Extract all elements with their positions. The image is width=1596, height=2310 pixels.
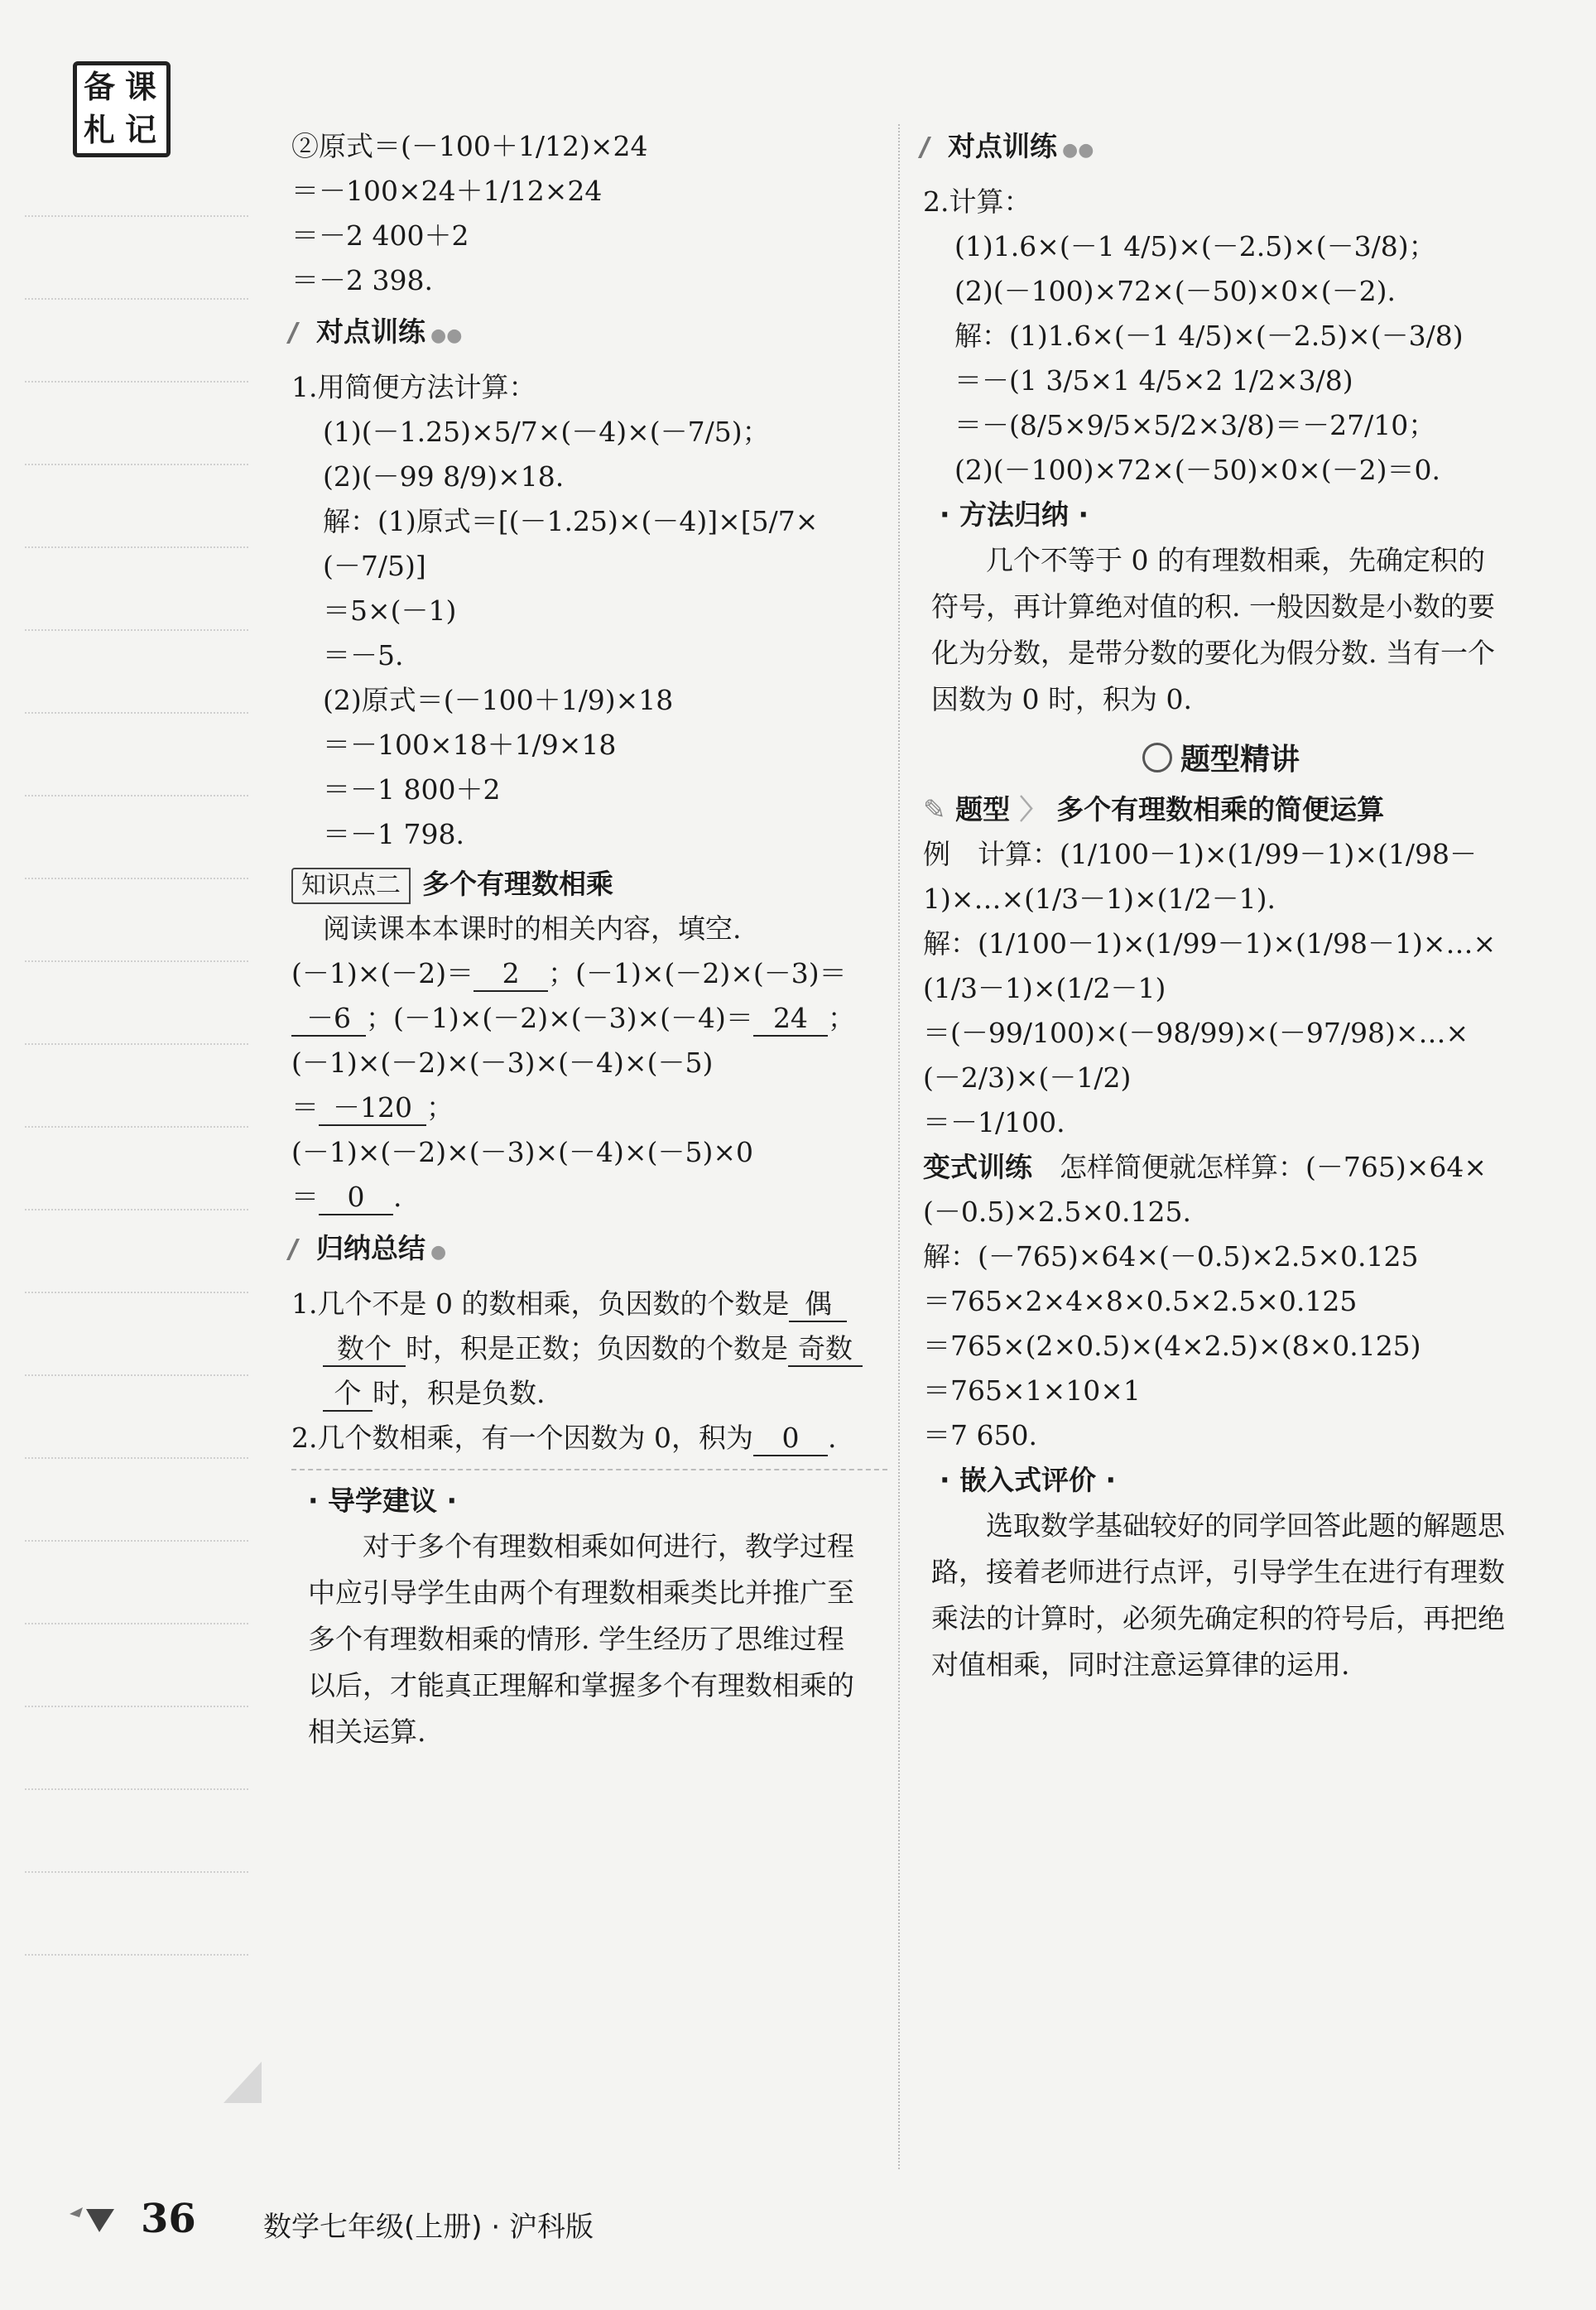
pencil-icon [286, 322, 313, 344]
page-number: 36 [141, 2196, 196, 2242]
solution-line: ＝－(8/5×9/5×5/2×3/8)＝－27/10； [954, 409, 1436, 441]
instruction: 阅读课本本课时的相关内容，填空. [323, 912, 742, 945]
type-header: ✎ 题型 〉 多个有理数相乘的简便运算 [923, 793, 1385, 825]
question-part: (2)(－100)×72×(－50)×0×(－2). [954, 275, 1396, 307]
solution-line: ＝7 650. [923, 1419, 1037, 1451]
column-divider [898, 124, 900, 2169]
solution-line: 解：(1/100－1)×(1/99－1)×(1/98－1)×…× [923, 927, 1497, 960]
solution-line: 解：(1)1.6×(－1 4/5)×(－2.5)×(－3/8) [954, 320, 1464, 352]
fill-line: (－1)×(－2)×(－3)×(－4)×(－5)×0 [291, 1136, 753, 1168]
page-corner-decoration [224, 2062, 262, 2103]
knowledge-point-title: 多个有理数相乘 [422, 868, 613, 900]
summary-text: 时，积是负数. [373, 1377, 546, 1409]
solution-line: ＝－1 798. [323, 818, 464, 850]
fill-text: ； [827, 1002, 855, 1034]
question-part: (1)(－1.25)×5/7×(－4)×(－7/5)； [323, 416, 770, 448]
badge-char: 记 [125, 112, 157, 148]
solution-line: ＝－1/100. [923, 1106, 1065, 1138]
fill-text: ；(－1)×(－2)×(－3)×(－4)＝ [366, 1002, 753, 1034]
lesson-notes-badge [73, 61, 171, 157]
book-icon [1142, 743, 1172, 772]
section-title-text: 题型精讲 [1180, 743, 1300, 777]
summary-line [291, 1416, 887, 1461]
practice-heading-text: 对点训练 [948, 130, 1057, 162]
evaluation-text: 选取数学基础较好的同学回答此题的解题思路，接着老师进行点评，引导学生在进行有理数乘法的计算时，必须先确定积的符号后，再把绝对值相乘，同时注意运算律的运用. [931, 1509, 1505, 1681]
solution-line: ＝765×(2×0.5)×(4×2.5)×(8×0.125) [923, 1330, 1421, 1362]
knowledge-point-tag: 知识点二 [291, 868, 411, 904]
right-column [923, 124, 1519, 1688]
fill-line: (－1)×(－2)×(－3)×(－4)×(－5) [291, 1047, 714, 1079]
solution-line: ＝－100×18＋1/9×18 [323, 729, 617, 761]
fill-answer: －6 [291, 1002, 366, 1037]
question-part: (2)(－99 8/9)×18. [323, 460, 565, 493]
type-title: 多个有理数相乘的简便运算 [1056, 793, 1385, 825]
fill-text: ＝ [291, 1181, 319, 1213]
guide-title: · 导学建议 · [308, 1485, 458, 1517]
example-line: 1)×…×(1/3－1)×(1/2－1). [923, 883, 1276, 915]
type-tag: 题型 [955, 793, 1011, 825]
solution-line: ＝765×2×4×8×0.5×2.5×0.125 [923, 1285, 1358, 1317]
note-rail [25, 58, 248, 2178]
question: 2.计算： [923, 185, 1031, 218]
calc-line: ②原式＝(－100＋1/12)×24 [291, 130, 648, 162]
variant-line [923, 1145, 1519, 1190]
method-text: 几个不等于 0 的有理数相乘，先确定积的符号，再计算绝对值的积. 一般因数是小数的要化为分数，是带分数的要化为假分数. 当有一个因数为 0 时，积为 0. [931, 544, 1495, 715]
fill-line [291, 1085, 887, 1130]
book-title: 数学七年级(上册) · 沪科版 [263, 2211, 594, 2244]
solution-line: ＝(－99/100)×(－98/99)×(－97/98)×…× [923, 1017, 1469, 1049]
summary-answer: 偶 [789, 1287, 847, 1322]
summary-answer: 个 [323, 1377, 373, 1412]
page-arrow-icon [68, 2202, 118, 2235]
example-line: 例 计算：(1/100－1)×(1/99－1)×(1/98－ [923, 838, 1477, 870]
fill-text: ＝ [291, 1091, 319, 1124]
badge-char: 课 [125, 69, 157, 105]
solution-line: (2)原式＝(－100＋1/9)×18 [323, 684, 674, 716]
fill-line [291, 996, 887, 1041]
fill-text: ； [426, 1091, 454, 1124]
pencil-icon [918, 137, 945, 158]
summary-title: 归纳总结 [316, 1232, 425, 1264]
solution-line: 解：(1)原式＝[(－1.25)×(－4)]×[5/7× [323, 505, 819, 537]
practice-heading: 对点训练 ●● [923, 124, 1519, 173]
variant-tag: 变式训练 [923, 1151, 1032, 1183]
fill-text: . [393, 1181, 402, 1213]
pencil-icon [286, 1239, 313, 1260]
summary-heading: 归纳总结 ● [291, 1226, 887, 1275]
calc-line: ＝－2 400＋2 [291, 219, 469, 252]
badge-char: 札 [84, 112, 116, 148]
fill-answer: 0 [319, 1181, 393, 1215]
guide-text: 对于多个有理数相乘如何进行，教学过程中应引导学生由两个有理数相乘类比并推广至多个有理数相乘的情形. 学生经历了思维过程以后，才能真正理解和掌握多个有理数相乘的相关运算. [308, 1530, 854, 1748]
solution-line: 解：(－765)×64×(－0.5)×2.5×0.125 [923, 1240, 1419, 1273]
solution-line: (－7/5)] [323, 550, 426, 582]
fill-line [291, 951, 887, 996]
summary-answer: 数个 [323, 1332, 406, 1367]
solution-line: ＝－1 800＋2 [323, 773, 501, 806]
fill-answer: 24 [753, 1002, 828, 1037]
knowledge-point-header [291, 862, 887, 907]
summary-text: . [827, 1422, 837, 1454]
summary-line [291, 1326, 887, 1371]
calc-line: ＝－100×24＋1/12×24 [291, 175, 603, 207]
solution-line: ＝5×(－1) [323, 594, 457, 627]
summary-line [291, 1282, 887, 1326]
solution-line: ＝－5. [323, 639, 404, 671]
badge-char: 备 [84, 69, 116, 105]
solution-line: (2)(－100)×72×(－50)×0×(－2)＝0. [954, 454, 1441, 486]
summary-answer: 0 [753, 1422, 828, 1456]
fill-line [291, 1175, 887, 1220]
solution-line: (－2/3)×(－1/2) [923, 1061, 1132, 1094]
fill-text: (－1)×(－2)＝ [291, 957, 474, 989]
calc-line: ＝－2 398. [291, 264, 433, 296]
solution-line: ＝765×1×10×1 [923, 1374, 1141, 1407]
variant-line: (－0.5)×2.5×0.125. [923, 1196, 1191, 1228]
method-title: · 方法归纳 · [940, 498, 1089, 531]
fill-answer: 2 [474, 957, 548, 992]
variant-text: 怎样简便就怎样算：(－765)×64× [1060, 1151, 1488, 1183]
section-title [923, 738, 1519, 782]
summary-answer: 奇数 [788, 1332, 863, 1367]
summary-text: 2.几个数相乘，有一个因数为 0，积为 [291, 1422, 753, 1454]
left-column [291, 124, 887, 1755]
summary-text: 1.几个不是 0 的数相乘，负因数的个数是 [291, 1287, 790, 1320]
practice-heading: 对点训练 ●● [291, 310, 887, 359]
question: 1.用简便方法计算： [291, 371, 536, 403]
fill-text: ；(－1)×(－2)×(－3)＝ [548, 957, 847, 989]
practice-heading-text: 对点训练 [316, 315, 425, 348]
solution-line: (1/3－1)×(1/2－1) [923, 972, 1166, 1004]
summary-line [291, 1371, 887, 1416]
solution-line: ＝－(1 3/5×1 4/5×2 1/2×3/8) [954, 364, 1353, 397]
pencil-icon: ✎ [923, 793, 956, 825]
summary-text: 时，积是正数；负因数的个数是 [406, 1332, 788, 1364]
divider [291, 1469, 887, 1470]
fill-answer: －120 [319, 1091, 426, 1126]
question-part: (1)1.6×(－1 4/5)×(－2.5)×(－3/8)； [954, 230, 1436, 262]
evaluation-title: · 嵌入式评价 · [940, 1464, 1117, 1496]
